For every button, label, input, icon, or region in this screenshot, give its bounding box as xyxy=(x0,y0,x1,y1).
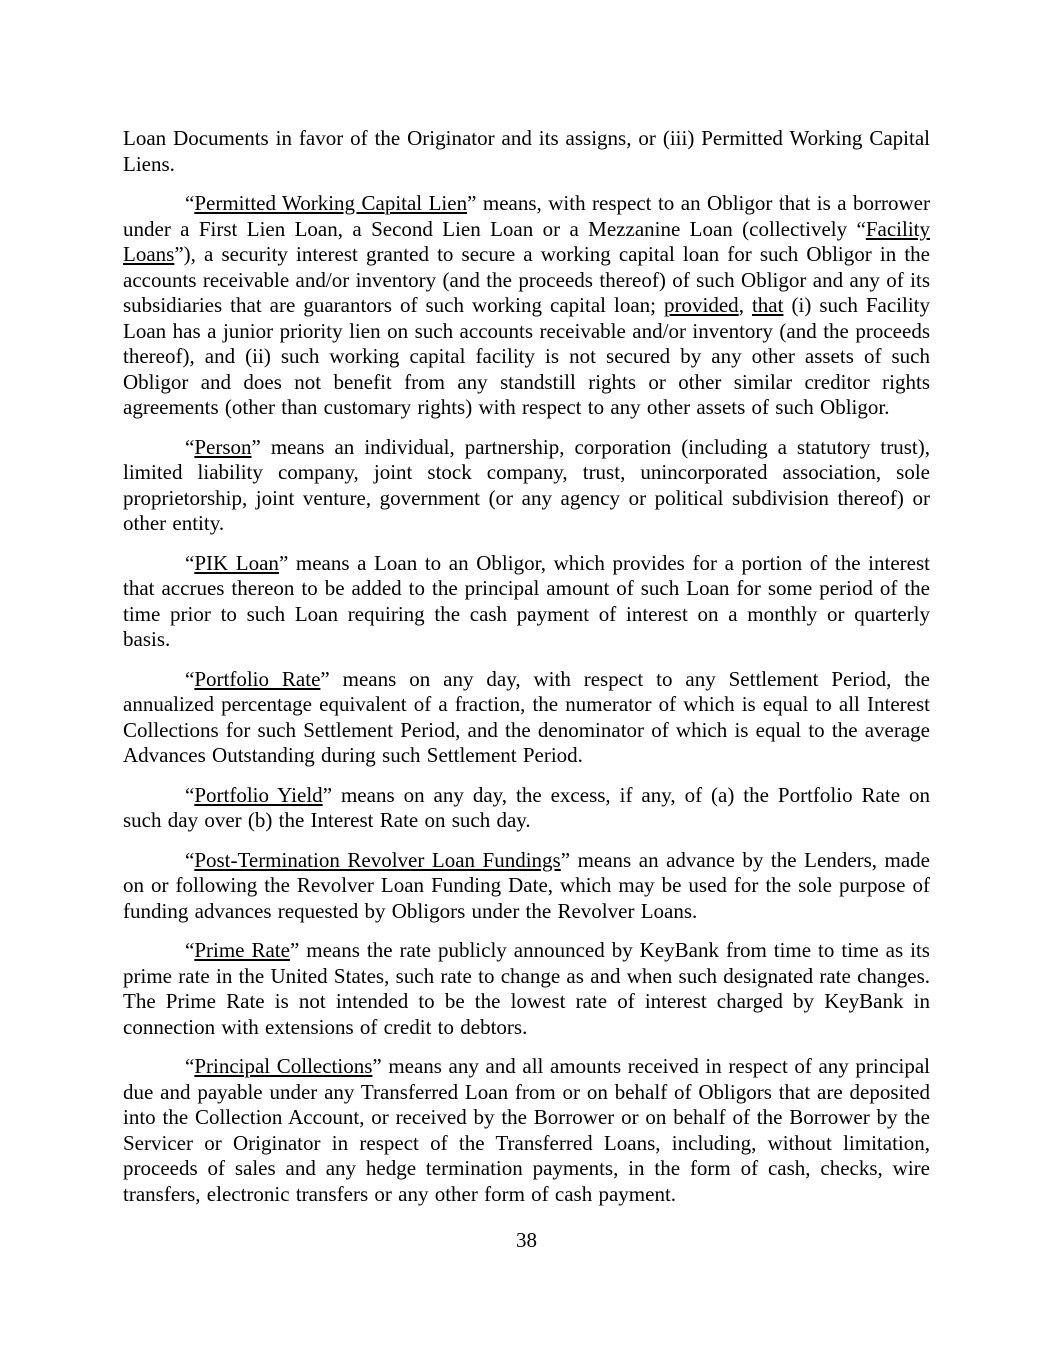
defined-term: provided xyxy=(664,293,739,317)
paragraph xyxy=(123,667,930,769)
paragraph xyxy=(123,848,930,925)
paragraph xyxy=(123,435,930,537)
defined-term: Facility Loans xyxy=(123,216,930,266)
text-run: ”), a security interest granted to secure a working capital loan for such Obligor in the accounts receivable and/or inventory (and the proceeds thereof) of such Obligor and any of its subsidiaries that are guarantors of such working capital loan; xyxy=(123,242,930,317)
text-run: ” means on any day, the excess, if any, of (a) the Portfolio Rate on such day over (b) the Interest Rate on such day. xyxy=(123,782,930,832)
defined-term: that xyxy=(751,293,784,317)
paragraph xyxy=(123,551,930,653)
text-run: ” means a Loan to an Obligor, which provides for a portion of the interest that accrues thereon to be added to the principal amount of such Loan for some period of the time prior to such Loan requiring the cash payment of interest on a monthly or quarterly basis. xyxy=(123,550,930,651)
text-run: “ xyxy=(185,782,195,807)
text-run: Loan Documents in favor of the Originator and its assigns, or (iii) Permitted Working Capital Liens. xyxy=(123,126,930,176)
text-run: (i) such Facility Loan has a junior priority lien on such accounts receivable and/or inventory (and the proceeds thereof), and (ii) such working capital facility is not secured by any other assets of such Obligor and does not benefit from any standstill rights or other similar creditor rights agreements (other than customary rights) with respect to any other assets of such Obligor. xyxy=(123,293,930,419)
defined-term: PIK Loan xyxy=(194,550,279,575)
defined-term: Person xyxy=(194,434,252,459)
defined-term: Principal Collections xyxy=(194,1054,373,1078)
text-run: “ xyxy=(185,1054,195,1078)
text-run: ” means, with respect to an Obligor that is a borrower under a First Lien Loan, a Second Lien Loan or a Mezzanine Loan (collectively “ xyxy=(123,191,930,241)
text-run: “ xyxy=(185,666,195,691)
text-run: ” means an individual, partnership, corporation (including a statutory trust), limited liability company, joint stock company, trust, unincorporated association, sole proprietorship, joint venture, government (or any agency or political subdivision thereof) or other entity. xyxy=(123,434,930,535)
text-run: ” means any and all amounts received in respect of any principal due and payable under any Transferred Loan from or on behalf of Obligors that are deposited into the Collection Account, or received by the Borrower or on behalf of the Borrower by the Servicer or Originator in respect of the Transferred Loans, including, without limitation, proceeds of sales and any hedge termination payments, in the form of cash, checks, wire transfers, electronic transfers or any other form of cash payment. xyxy=(123,1054,931,1206)
defined-term: Portfolio Rate xyxy=(194,666,321,691)
text-run: ” means the rate publicly announced by KeyBank from time to time as its prime rate in the United States, such rate to change as and when such designated rate changes. The Prime Rate is not intended to be the lowest rate of interest charged by KeyBank in connection with extensions of credit to debtors. xyxy=(123,938,930,1039)
text-run: , xyxy=(738,293,752,317)
page-number: 38 xyxy=(516,1228,537,1252)
paragraph xyxy=(123,126,930,177)
text-run: “ xyxy=(185,938,195,962)
defined-term: Prime Rate xyxy=(194,938,290,962)
defined-term: Portfolio Yield xyxy=(194,782,323,807)
text-run: “ xyxy=(185,550,195,575)
text-run: “ xyxy=(185,847,195,872)
defined-term: Post-Termination Revolver Loan Fundings xyxy=(194,847,561,872)
paragraph xyxy=(123,938,930,1040)
paragraph xyxy=(123,783,930,834)
text-run: ” means on any day, with respect to any Settlement Period, the annualized percentage equivalent of a fraction, the numerator of which is equal to all Interest Collections for such Settlement Period, and the denominator of which is equal to the average Advances Outstanding during such Settlement Period. xyxy=(123,666,930,767)
text-run: “ xyxy=(185,191,195,215)
text-run: ” means an advance by the Lenders, made on or following the Revolver Loan Funding Date, which may be used for the sole purpose of funding advances requested by Obligors under the Revolver Loans. xyxy=(123,847,930,923)
paragraph xyxy=(123,191,930,421)
document-body xyxy=(123,126,930,1221)
text-run: “ xyxy=(185,434,195,459)
defined-term: Permitted Working Capital Lien xyxy=(194,191,468,215)
paragraph xyxy=(123,1054,930,1207)
